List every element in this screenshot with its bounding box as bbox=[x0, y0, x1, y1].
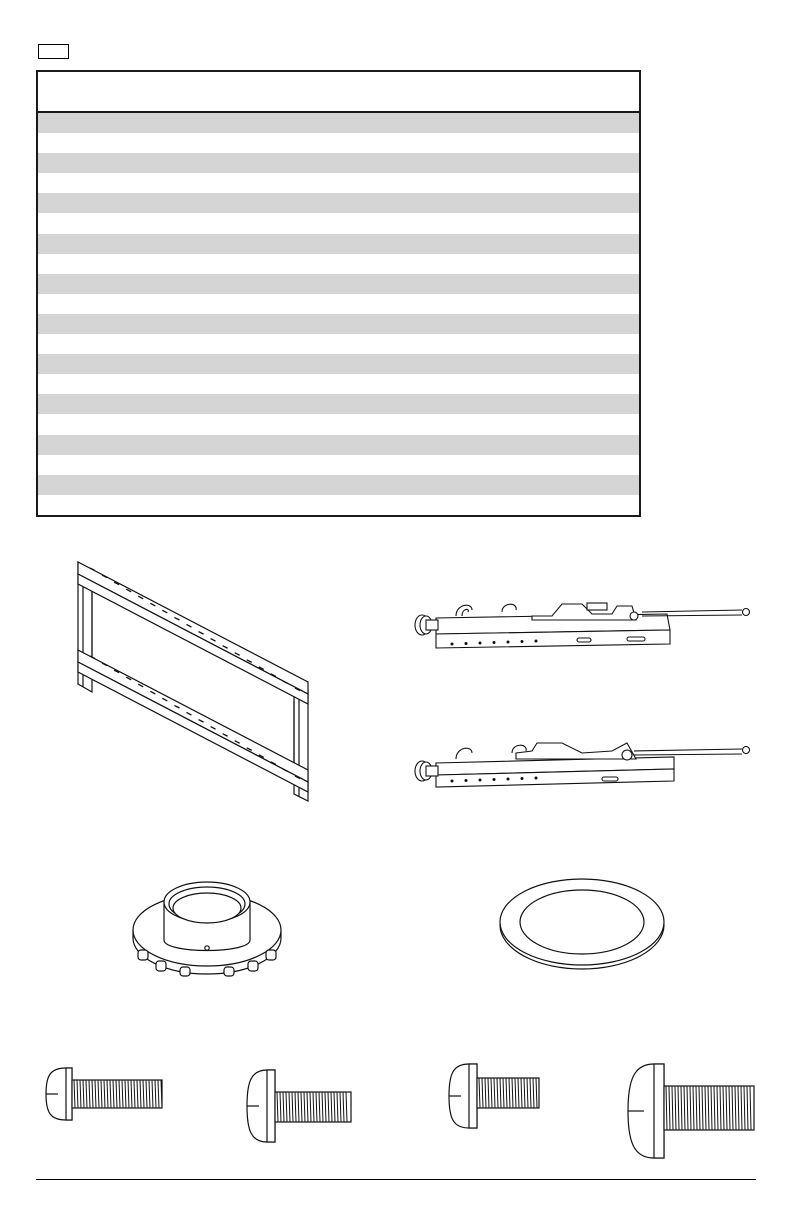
table-row bbox=[38, 274, 639, 294]
parts-table-body bbox=[38, 113, 639, 515]
screw-icon bbox=[447, 1062, 543, 1130]
table-row bbox=[38, 294, 639, 314]
table-row bbox=[38, 394, 639, 414]
adapter-bracket-icon bbox=[412, 737, 757, 792]
table-row bbox=[38, 173, 639, 193]
flat-washer-icon bbox=[498, 878, 666, 970]
table-row bbox=[38, 193, 639, 213]
screw-icon bbox=[44, 1066, 166, 1122]
table-row bbox=[38, 153, 639, 173]
table-row bbox=[38, 334, 639, 354]
table-row bbox=[38, 354, 639, 374]
table-row bbox=[38, 113, 639, 133]
parts-list-table bbox=[36, 70, 641, 517]
table-row bbox=[38, 254, 639, 274]
table-row bbox=[38, 455, 639, 475]
table-row bbox=[38, 133, 639, 153]
table-row bbox=[38, 475, 639, 495]
screw-icon bbox=[245, 1068, 355, 1144]
table-row bbox=[38, 314, 639, 334]
footer-rule bbox=[36, 1179, 756, 1180]
table-row bbox=[38, 414, 639, 434]
wall-plate-icon bbox=[70, 556, 315, 806]
table-row bbox=[38, 435, 639, 455]
parts-table-header bbox=[38, 72, 639, 113]
table-row bbox=[38, 495, 639, 515]
screw-icon bbox=[626, 1062, 758, 1160]
table-row bbox=[38, 213, 639, 233]
adapter-bracket-icon bbox=[412, 600, 757, 650]
table-row bbox=[38, 234, 639, 254]
table-row bbox=[38, 374, 639, 394]
lock-ring-nut-icon bbox=[132, 868, 282, 978]
page-label-box bbox=[38, 44, 69, 59]
